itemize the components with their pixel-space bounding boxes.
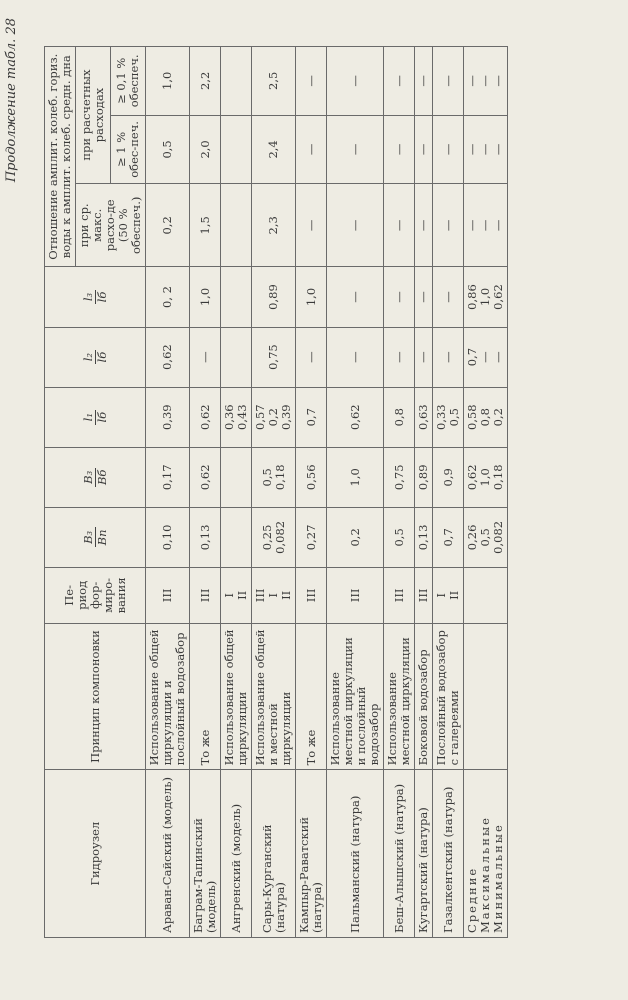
value-cell-c4: — [190, 327, 221, 387]
value-cell-c6 [221, 184, 252, 267]
value-cell-c6: 0,2 [146, 184, 190, 267]
table-row [252, 47, 296, 938]
site-cell: Ангренский (модель) [221, 770, 252, 938]
header-frac-l3-lb [45, 267, 146, 327]
numerator: l₂ [82, 350, 96, 365]
value-cell-c7: — [415, 115, 433, 184]
header-frac-b3-bp [45, 507, 146, 567]
value-cell-c8: — [433, 47, 464, 116]
principle-cell: Использование общей циркуляции и послойный водозабор [146, 623, 190, 770]
value-cell-c6: 1,5 [190, 184, 221, 267]
header-p01: ≥ 0,1 % обеспеч. [111, 47, 146, 116]
period-cell: III [415, 567, 433, 623]
table-row [296, 47, 327, 938]
header-p1: ≥ 1 % обес-печ. [111, 115, 146, 184]
value-cell-c8: — [296, 47, 327, 116]
header-design-flows: при расчетных расходах [76, 47, 111, 184]
value-cell-c8: — [384, 47, 415, 116]
header-frac-l1-lb [45, 387, 146, 447]
summary-labels: Средние Максимальные Минимальные [464, 770, 508, 938]
summary-value-c8: — — — [464, 47, 508, 116]
period-cell: III [384, 567, 415, 623]
denominator: Bп [94, 529, 109, 546]
value-cell-c5: 0, 2 [146, 267, 190, 327]
fraction [82, 350, 109, 365]
value-cell-c7: 0,5 [146, 115, 190, 184]
principle-cell: Использование местной циркуляции [384, 623, 415, 770]
value-cell-c2: 0,89 [415, 447, 433, 507]
value-cell-c3: 0,7 [296, 387, 327, 447]
header-frac-b3-bb [45, 447, 146, 507]
summary-value-c6: — — — [464, 184, 508, 267]
denominator: lб [94, 351, 109, 363]
summary-value-c5: 0,86 1,0 0,62 [464, 267, 508, 327]
denominator: lб [94, 291, 109, 303]
value-cell-c1 [221, 507, 252, 567]
header-frac-l2-lb [45, 327, 146, 387]
value-cell-c7: — [433, 115, 464, 184]
site-cell: Беш-Алышский (натура) [384, 770, 415, 938]
value-cell-c6: 2,3 [252, 184, 296, 267]
value-cell-c2: 0,17 [146, 447, 190, 507]
value-cell-c1: 0,10 [146, 507, 190, 567]
site-cell: Газалкентский (натура) [433, 770, 464, 938]
period-cell: III [146, 567, 190, 623]
fraction [82, 410, 109, 425]
period-cell: I II [221, 567, 252, 623]
value-cell-c6: — [384, 184, 415, 267]
value-cell-c5: — [327, 267, 384, 327]
value-cell-c4: — [433, 327, 464, 387]
value-cell-c5: 1,0 [190, 267, 221, 327]
value-cell-c7: 2,4 [252, 115, 296, 184]
site-cell: Пальманский (натура) [327, 770, 384, 938]
value-cell-c5: 0,89 [252, 267, 296, 327]
value-cell-c3: 0,8 [384, 387, 415, 447]
value-cell-c4: — [327, 327, 384, 387]
numerator: B₃ [82, 527, 96, 547]
data-table [44, 46, 508, 938]
site-cell: Кампыр-Раватский (натура) [296, 770, 327, 938]
value-cell-c2: 1,0 [327, 447, 384, 507]
period-cell: III I II [252, 567, 296, 623]
value-cell-c3: 0,57 0,2 0,39 [252, 387, 296, 447]
denominator: lб [94, 411, 109, 423]
value-cell-c1: 0,13 [190, 507, 221, 567]
value-cell-c3: 0,39 [146, 387, 190, 447]
principle-cell: То же [296, 623, 327, 770]
value-cell-c8: 2,2 [190, 47, 221, 116]
value-cell-c4: 0,62 [146, 327, 190, 387]
value-cell-c6: — [433, 184, 464, 267]
value-cell-c4 [221, 327, 252, 387]
value-cell-c1: 0,25 0,082 [252, 507, 296, 567]
period-cell: III [296, 567, 327, 623]
value-cell-c8: 2,5 [252, 47, 296, 116]
summary-principle [464, 623, 508, 770]
header-avg-flow: при ср. макс. расхо-де (50 % обеспеч.) [76, 184, 146, 267]
value-cell-c8: — [327, 47, 384, 116]
table-row [327, 47, 384, 938]
site-cell: Баграм-Тапинский (модель) [190, 770, 221, 938]
principle-cell: То же [190, 623, 221, 770]
value-cell-c1: 0,27 [296, 507, 327, 567]
site-cell: Сары-Курганский (натура) [252, 770, 296, 938]
value-cell-c1: 0,5 [384, 507, 415, 567]
period-cell: III [190, 567, 221, 623]
numerator: l₁ [82, 410, 96, 425]
value-cell-c3: 0,36 0,43 [221, 387, 252, 447]
summary-value-c4: 0,7 — — [464, 327, 508, 387]
period-cell: III [327, 567, 384, 623]
period-cell: I II [433, 567, 464, 623]
principle-cell: Использование общей и местной циркуляции [252, 623, 296, 770]
table-row [221, 47, 252, 938]
value-cell-c7: 2,0 [190, 115, 221, 184]
value-cell-c3: 0,63 [415, 387, 433, 447]
value-cell-c8 [221, 47, 252, 116]
value-cell-c4: — [384, 327, 415, 387]
table-row [433, 47, 464, 938]
value-cell-c8: — [415, 47, 433, 116]
value-cell-c3: 0,62 [190, 387, 221, 447]
value-cell-c2 [221, 447, 252, 507]
numerator: B₃ [82, 468, 96, 487]
value-cell-c8: 1,0 [146, 47, 190, 116]
site-cell: Кугартский (натура) [415, 770, 433, 938]
value-cell-c1: 0,2 [327, 507, 384, 567]
summary-value-c3: 0,58 0,8 0,2 [464, 387, 508, 447]
numerator: l₃ [82, 290, 96, 305]
value-cell-c7: — [296, 115, 327, 184]
value-cell-c6: — [296, 184, 327, 267]
site-cell: Араван-Сайский (модель) [146, 770, 190, 938]
header-ratio-group: Отношение амплит. колеб. гориз. воды к амплит. колеб. средн. дна [45, 47, 76, 267]
value-cell-c2: 0,75 [384, 447, 415, 507]
value-cell-c6: — [327, 184, 384, 267]
value-cell-c5: — [384, 267, 415, 327]
principle-cell: Использование общей циркуляции [221, 623, 252, 770]
value-cell-c5: 1,0 [296, 267, 327, 327]
value-cell-c4: 0,75 [252, 327, 296, 387]
value-cell-c2: 0,9 [433, 447, 464, 507]
value-cell-c3: 0,33 0,5 [433, 387, 464, 447]
value-cell-c4: — [415, 327, 433, 387]
value-cell-c5: — [433, 267, 464, 327]
value-cell-c6: — [415, 184, 433, 267]
fraction [82, 468, 109, 487]
value-cell-c1: 0,7 [433, 507, 464, 567]
value-cell-c5: — [415, 267, 433, 327]
table-caption: Продолжение табл. 28 [4, 18, 19, 183]
header-principle: Принцип компоновки [45, 623, 146, 770]
value-cell-c5 [221, 267, 252, 327]
header-site: Гидроузел [45, 770, 146, 938]
table-row [190, 47, 221, 938]
fraction [82, 290, 109, 305]
summary-period [464, 567, 508, 623]
value-cell-c2: 0,5 0,18 [252, 447, 296, 507]
principle-cell: Использование местной циркуляции и послойный водозабор [327, 623, 384, 770]
value-cell-c7: — [384, 115, 415, 184]
value-cell-c7: — [327, 115, 384, 184]
value-cell-c4: — [296, 327, 327, 387]
principle-cell: Послойный водозабор с галереями [433, 623, 464, 770]
summary-value-c7: — — — [464, 115, 508, 184]
value-cell-c2: 0,62 [190, 447, 221, 507]
value-cell-c7 [221, 115, 252, 184]
value-cell-c1: 0,13 [415, 507, 433, 567]
summary-value-c1: 0,26 0,5 0,082 [464, 507, 508, 567]
table-body [146, 47, 508, 938]
denominator: Bб [94, 469, 109, 486]
value-cell-c3: 0,62 [327, 387, 384, 447]
value-cell-c2: 0,56 [296, 447, 327, 507]
table-row [146, 47, 190, 938]
table-header [45, 47, 146, 938]
summary-row [464, 47, 508, 938]
fraction [82, 527, 109, 547]
header-period: Пе-риод фор-миро-вания [45, 567, 146, 623]
summary-value-c2: 0,62 1,0 0,18 [464, 447, 508, 507]
principle-cell: Боковой водозабор [415, 623, 433, 770]
table-row [415, 47, 433, 938]
table-row [384, 47, 415, 938]
